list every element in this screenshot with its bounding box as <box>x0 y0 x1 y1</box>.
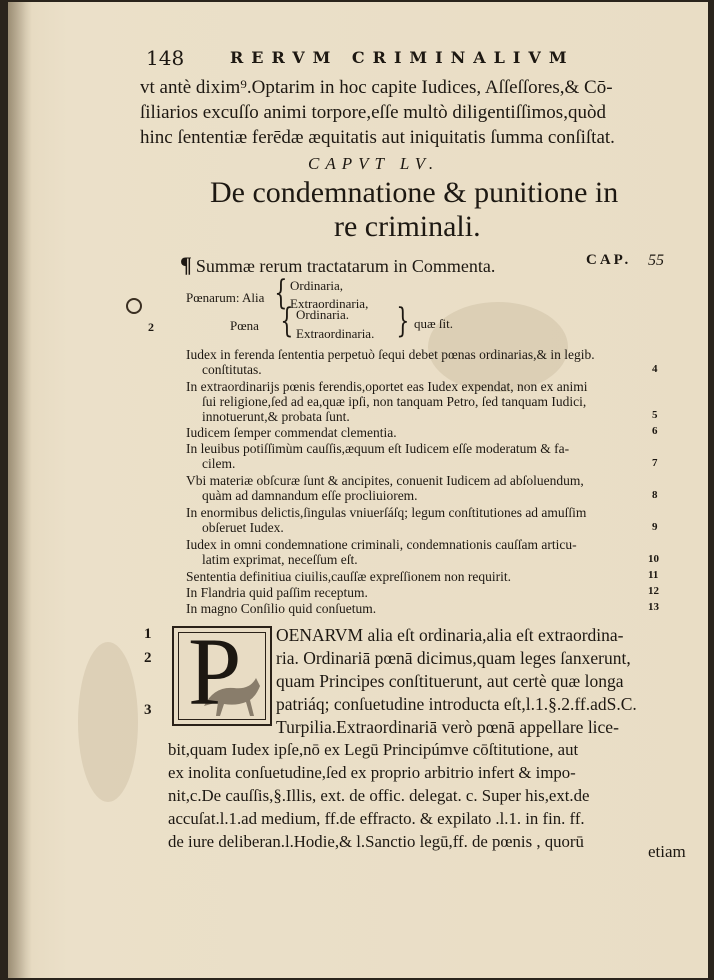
summary-entry: Iudex in ferenda ſententia perpetuò ſequi debet pœnas ordinarias,& in legib. conſtitutas. <box>186 347 595 377</box>
margin-number: 1 <box>144 626 152 642</box>
summary-entry: Sententia definitiua ciuilis,cauſſæ expreſſionem non requirit. <box>186 569 512 584</box>
catchword: etiam <box>648 842 686 861</box>
entry-number: 11 <box>648 569 659 581</box>
summary-entry: In extraordinarijs pœnis ferendis,oportet eas Iudex expendat, non ex animi ſui religione,ſed ad ea,quæ ipſi, non tanquam Petro, ſed tanquam Iudici, innotuerunt,& probata ſunt. <box>186 379 588 424</box>
running-title: RERVM CRIMINALIVM <box>230 48 575 67</box>
body-line: bit,quam Iudex ipſe,nō ex Legū Principúmve cōſtitutione, aut <box>168 740 579 759</box>
opening-line: hinc ſententiæ ferēdæ æquitatis aut iniquitatis ſumma conſiſtat. <box>140 127 615 148</box>
body-line: Turpilia.Extraordinariā verò pœnā appellare lice- <box>276 717 619 737</box>
book-page <box>8 2 708 978</box>
poenarum-option: Extraordinaria, <box>290 296 369 311</box>
poenarum-option: Ordinaria, <box>290 278 344 293</box>
entry-number: 12 <box>648 585 659 597</box>
entry-number: 9 <box>652 521 658 533</box>
margin-number: 2 <box>144 650 152 666</box>
summary-entry: Iudex in omni condemnatione criminali, condemnationis cauſſam articu- latim exprimat, neceſſum eſt. <box>186 537 577 567</box>
summary-entry: In enormibus delictis,ſingulas vniuerſáſq; legum conſtitutiones ad amuſſim obſeruet Iudex. <box>186 505 587 535</box>
entry-number: 5 <box>652 409 658 421</box>
summary-heading: ¶ Summæ rerum tractatarum in Commenta. <box>180 252 496 277</box>
chapter-title-line: re criminali. <box>334 210 481 243</box>
drop-cap-letter: P <box>188 618 242 725</box>
body-line: quam Principes conſtituerunt, aut certè quæ longa <box>276 671 624 691</box>
brace-icon: { <box>280 301 294 341</box>
margin-number: 2 <box>148 320 154 334</box>
poena-label: Pœna <box>230 318 259 333</box>
summary-entry: In leuibus potiſſimùm cauſſis,æquum eſt Iudicem eſſe moderatum & fa- cilem. <box>186 441 570 471</box>
running-head <box>146 46 686 72</box>
poena-option: Ordinaria. <box>296 307 350 322</box>
poena-suffix: quæ ſit. <box>414 316 454 331</box>
brace-icon: } <box>396 301 410 341</box>
brace-icon: { <box>274 273 288 313</box>
circle-mark-icon <box>126 298 142 314</box>
chapter-heading: CAPVT LV. <box>308 154 440 173</box>
summary-entry: Iudicem ſemper commendat clementia. <box>186 425 397 440</box>
body-line: ex inolita conſuetudine,ſed ex proprio arbitrio infert & impo- <box>168 763 576 782</box>
poena-option: Extraordinaria. <box>296 326 375 341</box>
body-line: accuſat.l.1.ad medium, ff.de effracto. & expilato .l.1. in fin. ff. <box>168 809 585 828</box>
entry-number: 4 <box>652 363 658 375</box>
summary-entry: In Flandria quid paſſim receptum. <box>186 585 368 600</box>
opening-line: vt antè dixim⁹.Optarim in hoc capite Iudices, Aſſeſſores,& Cō- <box>140 77 613 98</box>
cap-number: 55 <box>648 252 664 269</box>
cap-label: CAP. <box>586 252 632 268</box>
chapter-title-line: De condemnatione & punitione in <box>210 176 619 209</box>
summary-entry: In magno Conſilio quid conſuetum. <box>186 601 377 616</box>
poenarum-label: Pœnarum: Alia <box>186 290 265 305</box>
summary-entry: Vbi materiæ obſcuræ ſunt & ancipites, conuenit Iudicem ad abſoluendum, quàm ad damnandum eſſe procliuiorem. <box>186 473 584 503</box>
entry-number: 7 <box>652 457 658 469</box>
entry-number: 13 <box>648 601 659 613</box>
body-line: nit,c.De cauſſis,§.Illis, ext. de offic. delegat. c. Super his,ext.de <box>168 786 590 805</box>
entry-number: 10 <box>648 553 659 565</box>
drop-cap-initial <box>172 618 272 726</box>
body-line: de iure deliberan.l.Hodie,& l.Sanctio legū,ff. de pœnis , quorū <box>168 832 584 851</box>
page-stain <box>78 642 138 802</box>
body-line: ria. Ordinariā pœnā dicimus,quam leges ſanxerunt, <box>276 648 631 668</box>
margin-number: 3 <box>144 702 152 718</box>
page-number: 148 <box>146 46 185 70</box>
gutter-shadow <box>8 2 32 978</box>
entry-number: 6 <box>652 425 658 437</box>
body-line: patriáq; conſuetudine introducta eſt,l.1.§.2.ff.adS.C. <box>276 694 637 714</box>
body-line: OENARVM alia eſt ordinaria,alia eſt extraordina- <box>276 625 624 645</box>
pilcrow-icon: ¶ <box>180 252 192 277</box>
opening-line: ſiliarios excuſſo animi torpore,eſſe multò diligentiſſimos,quòd <box>140 102 606 123</box>
entry-number: 8 <box>652 489 658 501</box>
